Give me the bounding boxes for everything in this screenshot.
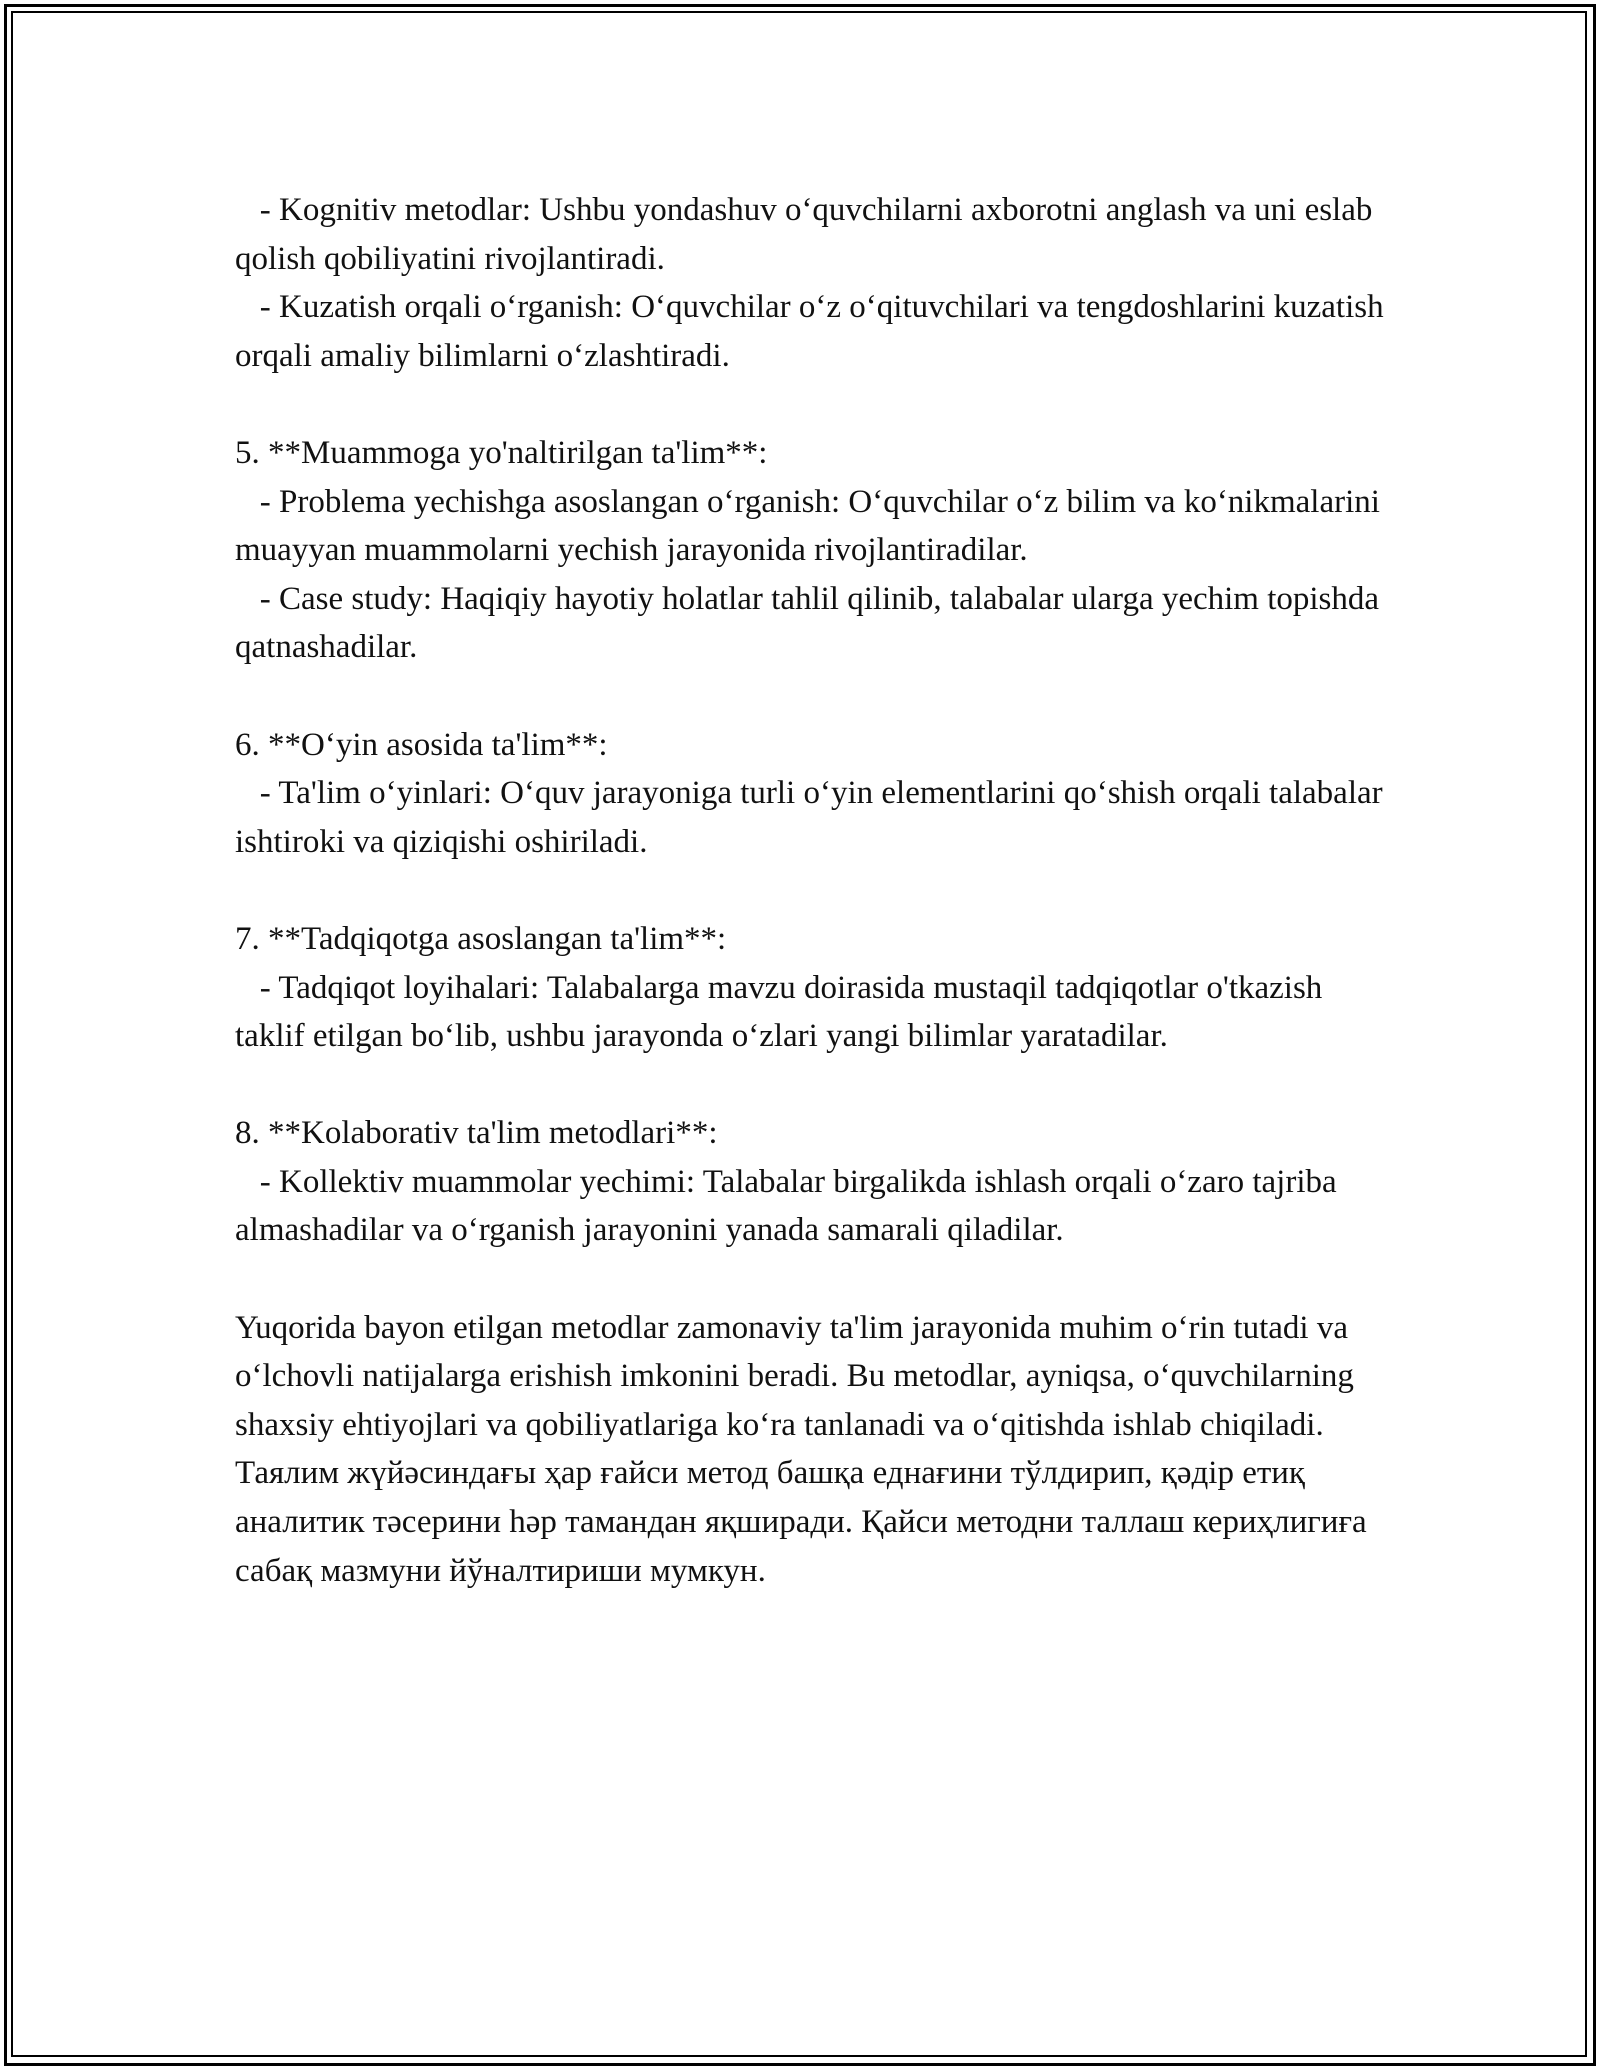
document-body <box>235 186 1395 1595</box>
bullet-kollektiv-muammolar: - Kollektiv muammolar yechimi: Talabalar birgalikda ishlash orqali o‘zaro tajriba almashadilar va o‘rganish jarayonini yanada samarali qiladilar. <box>235 1163 1345 1249</box>
paragraph-spacer <box>235 866 1395 915</box>
paragraph-spacer <box>235 1061 1395 1110</box>
bullet-tadqiqot-loyihalari: - Tadqiqot loyihalari: Talabalarga mavzu doirasida mustaqil tadqiqotlar o'tkazish taklif etilgan bo‘lib, ushbu jarayonda o‘zlari yangi bilimlar yaratadilar. <box>235 969 1331 1055</box>
paragraph-spacer <box>235 1255 1395 1304</box>
paragraph-spacer <box>235 380 1395 429</box>
bullet-kognitiv-metodlar: - Kognitiv metodlar: Ushbu yondashuv o‘quvchilarni axborotni anglash va uni eslab qolish qobiliyatini rivojlantiradi. <box>235 192 1381 277</box>
bullet-case-study: - Case study: Haqiqiy hayotiy holatlar tahlil qilinib, talabalar ularga yechim topishda qatnashadilar. <box>235 580 1388 666</box>
section-heading-7: 7. **Tadqiqotga asoslangan ta'lim**: <box>235 920 727 957</box>
section-heading-6: 6. **O‘yin asosida ta'lim**: <box>235 726 608 763</box>
bullet-talim-oyinlari: - Ta'lim o‘yinlari: O‘quv jarayoniga turli o‘yin elementlarini qo‘shish orqali talabalar ishtiroki va qiziqishi oshiriladi. <box>235 775 1391 860</box>
paragraph-spacer <box>235 672 1395 721</box>
section-heading-8: 8. **Kolaborativ ta'lim metodlari**: <box>235 1115 718 1152</box>
section-heading-5: 5. **Muammoga yo'naltirilgan ta'lim**: <box>235 434 768 471</box>
conclusion-paragraph: Yuqorida bayon etilgan metodlar zamonaviy ta'lim jarayonida muhim o‘rin tutadi va o‘lchovli natijalarga erishish imkonini beradi. Bu metodlar, ayniqsa, o‘quvchilarning shaxsiy ehtiyojlari va qobiliyatlariga ko‘ra tanlanadi va o‘qitishda ishlab chiqiladi. Таялим жүйәсиндағы ҳар ғайси метод башқа еднағини тўлдирип, қәдір етиқ аналитик тәсерини һәр тамандан яқширади. Қайси методни таллаш кериҳлигиға сабақ мазмуни йўналтириши мумкун. <box>235 1309 1375 1589</box>
bullet-kuzatish-orqali-organish: - Kuzatish orqali o‘rganish: O‘quvchilar o‘z o‘qituvchilari va tengdoshlarini kuzatish orqali amaliy bilimlarni o‘zlashtiradi. <box>235 289 1392 374</box>
bullet-problema-yechish: - Problema yechishga asoslangan o‘rganish: O‘quvchilar o‘z bilim va ko‘nikmalarini muayyan muammolarni yechish jarayonida rivojlantiradilar. <box>235 483 1389 569</box>
